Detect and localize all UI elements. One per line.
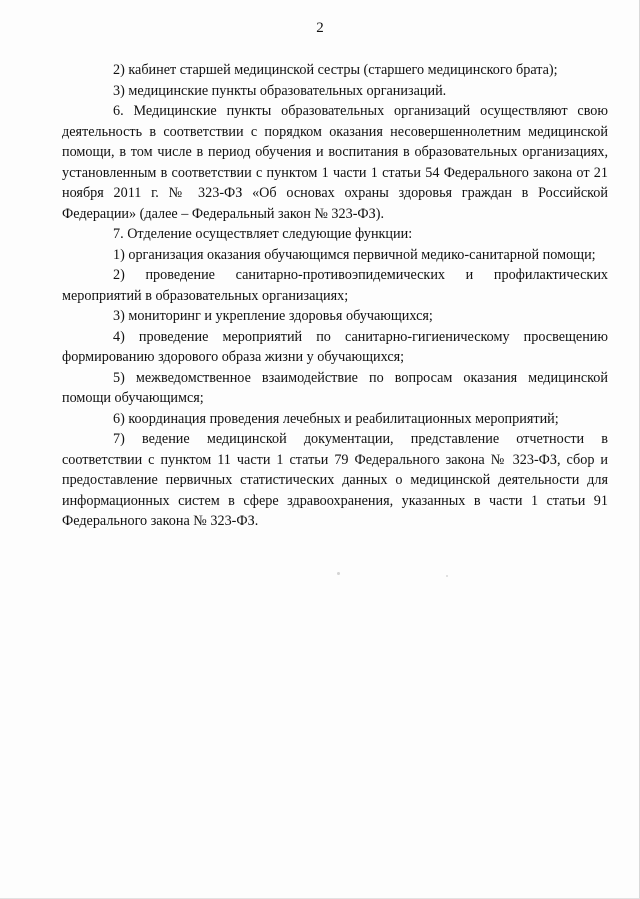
- paragraph-function-2: 2) проведение санитарно-противоэпидемических и профилактических мероприятий в образовательных организациях;: [62, 267, 608, 304]
- document-body: [62, 60, 608, 532]
- scan-speck: [337, 572, 340, 575]
- paragraph-function-5: 5) межведомственное взаимодействие по вопросам оказания медицинской помощи обучающимся;: [62, 369, 608, 406]
- paragraph-function-6: 6) координация проведения лечебных и реабилитационных мероприятий;: [113, 410, 559, 427]
- paragraph-function-4: 4) проведение мероприятий по санитарно-гигиеническому просвещению формированию здорового образа жизни у обучающихся;: [62, 328, 608, 365]
- paragraph-clause-7: 7. Отделение осуществляет следующие функции:: [113, 226, 413, 242]
- paragraph-function-1: 1) организация оказания обучающимся первичной медико-санитарной помощи;: [113, 246, 596, 263]
- paragraph-function-7: 7) ведение медицинской документации, представление отчетности в соответствии с пунктом 11 части 1 статьи 79 Федерального закона № 323-ФЗ, сбор и предоставление первичных статистических данных о медицинской деятельности для информационных систем в сфере здравоохранения, указанных в части 1 статьи 91 Федерального закона № 323-ФЗ.: [62, 431, 608, 529]
- paragraph-item-3: 3) медицинские пункты образовательных организаций.: [113, 82, 447, 99]
- paragraph-function-3: 3) мониторинг и укрепление здоровья обучающихся;: [113, 308, 433, 324]
- paragraph-clause-6: 6. Медицинские пункты образовательных организаций осуществляют свою деятельность в соответствии с порядком оказания несовершеннолетним медицинской помощи, в том числе в период обучения и воспитания в образовательных организациях, установленным в соответствии с пунктом 1 части 1 статьи 54 Федерального закона от 21 ноября 2011 г. № 323-ФЗ «Об основах охраны здоровья граждан в Российской Федерации» (далее – Федеральный закон № 323-ФЗ).: [62, 103, 608, 222]
- page-number: 2: [316, 20, 324, 36]
- paragraph-item-2: 2) кабинет старшей медицинской сестры (старшего медицинского брата);: [113, 62, 558, 78]
- scan-speck: [446, 575, 448, 577]
